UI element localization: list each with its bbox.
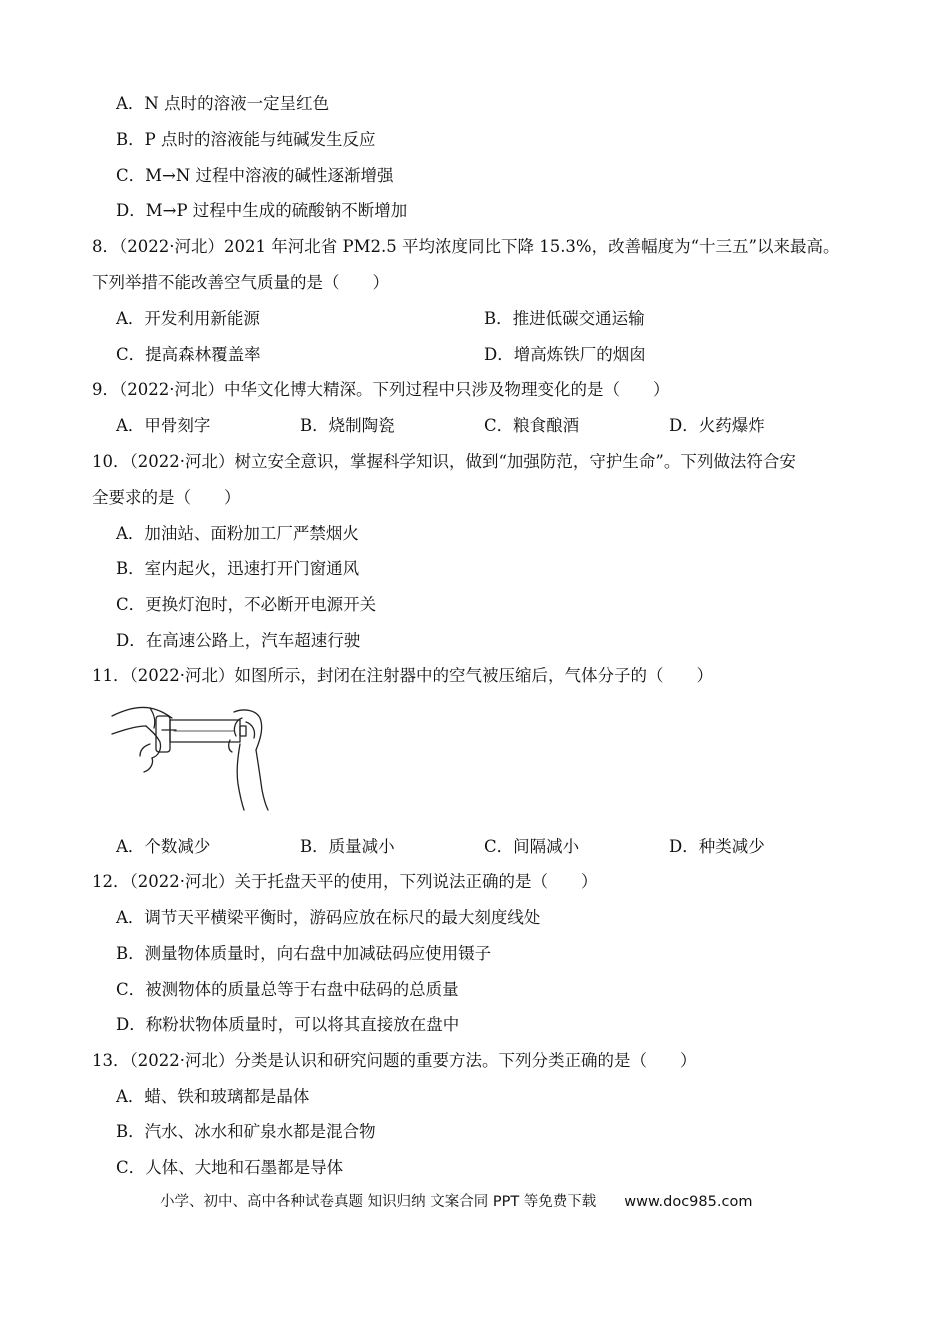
q11-option-a: A．个数减少: [116, 837, 211, 856]
q12-option-a: A．调节天平横梁平衡时，游码应放在标尺的最大刻度线处: [116, 908, 541, 927]
q8-option-b: B．推进低碳交通运输: [484, 309, 645, 328]
q7-option-d: D．M→P 过程中生成的硫酸钠不断增加: [116, 201, 408, 220]
q11-stem: 11．（2022·河北）如图所示，封闭在注射器中的空气被压缩后，气体分子的（ ）: [92, 666, 713, 685]
q8-stem-line2: 下列举措不能改善空气质量的是（ ）: [92, 273, 389, 292]
q11-option-d: D．种类减少: [669, 837, 765, 856]
q10-option-c: C．更换灯泡时，不必断开电源开关: [116, 595, 377, 614]
q7-option-a: A．N 点时的溶液一定呈红色: [116, 94, 330, 113]
q10-option-a: A．加油站、面粉加工厂严禁烟火: [116, 524, 359, 543]
q9-option-b: B．烧制陶瓷: [300, 416, 395, 435]
q11-option-c: C．间隔减小: [484, 837, 580, 856]
q13-option-b: B．汽水、冰水和矿泉水都是混合物: [116, 1122, 376, 1141]
q13-option-c: C．人体、大地和石墨都是导体: [116, 1158, 344, 1177]
q9-option-d: D．火药爆炸: [669, 416, 765, 435]
page-footer: [160, 1190, 752, 1211]
q13-option-a: A．蜡、铁和玻璃都是晶体: [116, 1087, 310, 1106]
q8-stem-line1: 8．（2022·河北）2021 年河北省 PM2.5 平均浓度同比下降 15.3%，改善幅度为“十三五”以来最高。: [92, 237, 840, 256]
q11-option-b: B．质量减小: [300, 837, 395, 856]
q8-option-d: D．增高炼铁厂的烟囱: [484, 345, 646, 364]
q9-option-c: C．粮食酿酒: [484, 416, 580, 435]
q9-stem: 9．（2022·河北）中华文化博大精深。下列过程中只涉及物理变化的是（ ）: [92, 380, 670, 399]
footer-text: 小学、初中、高中各种试卷真题 知识归纳 文案合同 PPT 等免费下载: [160, 1194, 597, 1210]
syringe-figure: [110, 700, 270, 812]
q7-option-b: B．P 点时的溶液能与纯碱发生反应: [116, 130, 376, 149]
q7-option-c: C．M→N 过程中溶液的碱性逐渐增强: [116, 166, 394, 185]
q10-stem-line1: 10．（2022·河北）树立安全意识，掌握科学知识，做到“加强防范，守护生命”。下列做法符合安: [92, 452, 796, 471]
q8-option-c: C．提高森林覆盖率: [116, 345, 261, 364]
q9-option-a: A．甲骨刻字: [116, 416, 211, 435]
q12-option-b: B．测量物体质量时，向右盘中加减砝码应使用镊子: [116, 944, 492, 963]
footer-url-link[interactable]: www.doc985.com: [624, 1194, 753, 1210]
q10-stem-line2: 全要求的是（ ）: [92, 488, 241, 507]
q10-option-b: B．室内起火，迅速打开门窗通风: [116, 559, 360, 578]
q12-option-c: C．被测物体的质量总等于右盘中砝码的总质量: [116, 980, 459, 999]
q8-option-a: A．开发利用新能源: [116, 309, 260, 328]
q13-stem: 13．（2022·河北）分类是认识和研究问题的重要方法。下列分类正确的是（ ）: [92, 1051, 697, 1070]
q12-option-d: D．称粉状物体质量时，可以将其直接放在盘中: [116, 1015, 460, 1034]
q12-stem: 12．（2022·河北）关于托盘天平的使用，下列说法正确的是（ ）: [92, 872, 598, 891]
q10-option-d: D．在高速公路上，汽车超速行驶: [116, 631, 361, 650]
